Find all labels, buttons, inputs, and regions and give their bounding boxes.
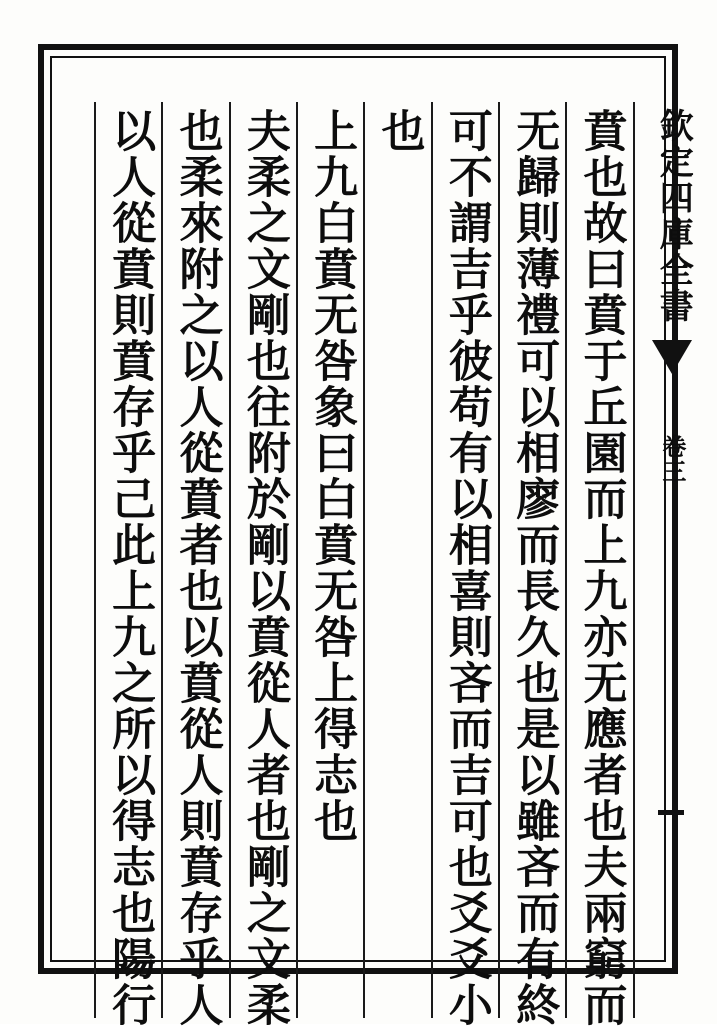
- page-border-outer: [38, 44, 694, 1028]
- column-text: 夫柔之文剛也往附於剛以賁從人者也剛之文柔: [238, 108, 290, 1028]
- column-text: 也柔來附之以人從賁者也以賁從人則賁存乎人: [171, 108, 223, 1028]
- text-column-4: [363, 102, 430, 1018]
- column-text: 可不謂吉乎彼苟有以相喜則吝而吉可也爻爻小: [440, 108, 492, 1028]
- text-column-5: [296, 102, 363, 1018]
- fishtail-ornament: [652, 340, 692, 374]
- text-column-7: [161, 102, 228, 1028]
- text-column-8: [94, 102, 161, 1028]
- column-text: 以人從賁則賁存乎己此上九之所以得志也陽行: [104, 108, 156, 1028]
- text-column-6: [229, 102, 296, 1028]
- text-column-1: [565, 102, 632, 1028]
- column-text: 賁也故曰賁于丘園而上九亦无應者也夫兩窮而: [575, 108, 627, 1028]
- header-column: [633, 102, 710, 1018]
- text-column-3: [431, 102, 498, 1028]
- text-column-2: [498, 102, 565, 1028]
- column-text: 也: [373, 108, 425, 154]
- column-text: 上九白賁无咎象曰白賁无咎上得志也: [306, 108, 358, 844]
- column-text: 无歸則薄禮可以相廖而長久也是以雖吝而有終: [508, 108, 560, 1028]
- book-title: 欽定四庫全書: [653, 108, 694, 324]
- juan-label: 卷三: [657, 434, 687, 484]
- text-block: [94, 102, 710, 1028]
- margin-mark: [658, 810, 684, 815]
